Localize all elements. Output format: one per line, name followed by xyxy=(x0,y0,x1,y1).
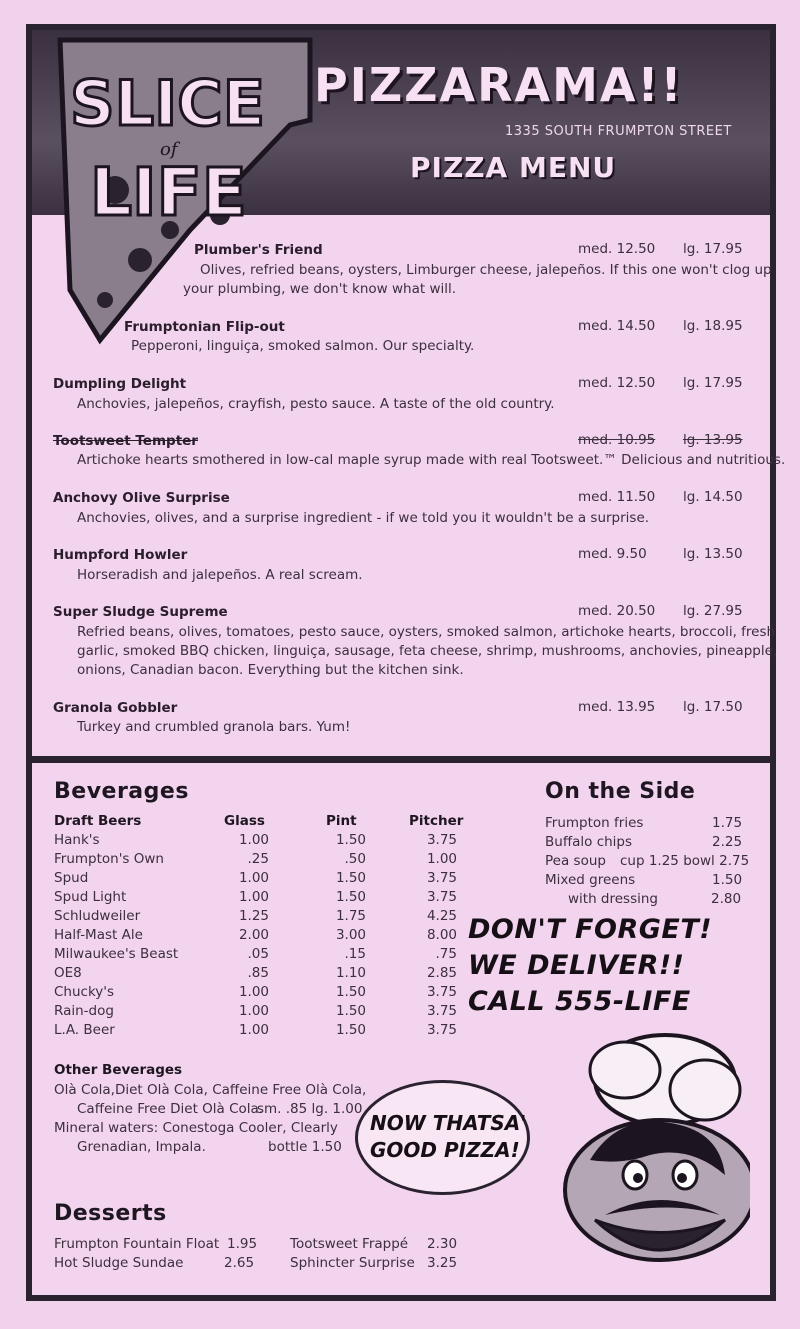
beer-price: 1.00 xyxy=(238,1022,269,1038)
pizza-item: Humpford Howler xyxy=(53,547,188,563)
beer-row xyxy=(54,1003,474,1022)
pizza-item: Tootsweet Tempter xyxy=(53,433,198,449)
side-item: Pea soup xyxy=(545,853,606,869)
beer-price: 3.75 xyxy=(426,889,457,905)
price-medium: med. 13.95 xyxy=(578,699,656,715)
pizza-desc: Olives, refried beans, oysters, Limburger cheese, jalepeños. If this one won't clog up xyxy=(200,262,772,278)
beer-row xyxy=(54,832,474,851)
beer-row xyxy=(54,908,474,927)
beer-price: 1.00 xyxy=(238,984,269,1000)
beer-row xyxy=(54,889,474,908)
pizza-item: Granola Gobbler xyxy=(53,700,178,716)
beer-price: 2.85 xyxy=(426,965,457,981)
side-price: 1.75 xyxy=(712,815,743,831)
beer-price: 1.50 xyxy=(335,832,366,848)
beer-row xyxy=(54,984,474,1003)
price-large: lg. 17.95 xyxy=(683,241,743,257)
beer-price: 4.25 xyxy=(426,908,457,924)
promo-line: CALL 555-LIFE xyxy=(468,986,691,1017)
price-large: lg. 13.50 xyxy=(683,546,743,562)
bubble-line: NOW THATSA' xyxy=(370,1111,527,1135)
dessert-price: 1.95 xyxy=(227,1236,258,1252)
side-item: Frumpton fries xyxy=(545,815,644,831)
delivery-promo xyxy=(468,912,712,1020)
price-large: lg. 13.95 xyxy=(683,432,743,448)
side-price: cup 1.25 bowl 2.75 xyxy=(620,853,750,869)
pizza-desc: Refried beans, olives, tomatoes, pesto sauce, oysters, smoked salmon, artichoke hearts, broccoli, fresh xyxy=(77,624,776,640)
beer-name: Chucky's xyxy=(54,984,115,1000)
beer-price: 1.50 xyxy=(335,870,366,886)
beer-name: Rain-dog xyxy=(54,1003,114,1019)
price-medium: med. 11.50 xyxy=(578,489,656,505)
price-medium: med. 9.50 xyxy=(578,546,647,562)
beer-name: Frumpton's Own xyxy=(54,851,164,867)
beer-name: Spud xyxy=(54,870,89,886)
pizza-item: Anchovy Olive Surprise xyxy=(53,490,230,506)
beer-table-header xyxy=(54,813,474,832)
beer-price: 8.00 xyxy=(426,927,457,943)
beer-name: Hank's xyxy=(54,832,100,848)
beer-price: 1.00 xyxy=(426,851,457,867)
desserts-title: Desserts xyxy=(54,1201,167,1226)
other-beverages-price: sm. .85 lg. 1.00 xyxy=(257,1101,363,1117)
pizza-desc: Artichoke hearts smothered in low-cal maple syrup made with real Tootsweet.™ Delicious and nutritious. xyxy=(77,452,786,468)
beer-row xyxy=(54,965,474,984)
dessert-item: Hot Sludge Sundae xyxy=(54,1255,184,1271)
col-draft-beers: Draft Beers xyxy=(54,813,142,829)
beer-price: .75 xyxy=(435,946,457,962)
beer-price: 2.00 xyxy=(238,927,269,943)
beer-row xyxy=(54,927,474,946)
price-medium: med. 12.50 xyxy=(578,375,656,391)
beer-price: 3.75 xyxy=(426,832,457,848)
dessert-item: Frumpton Fountain Float xyxy=(54,1236,220,1252)
promo-line: DON'T FORGET! xyxy=(468,914,713,945)
beer-price: 1.50 xyxy=(335,889,366,905)
pizza-desc: Pepperoni, linguiça, smoked salmon. Our specialty. xyxy=(131,338,475,354)
beer-price: 1.50 xyxy=(335,984,366,1000)
beer-price: 1.00 xyxy=(238,832,269,848)
other-beverages-line: Caffeine Free Diet Olà Cola. xyxy=(77,1101,264,1117)
speech-bubble-text xyxy=(370,1110,526,1164)
pizza-desc: your plumbing, we don't know what will. xyxy=(183,281,457,297)
beer-price: 1.25 xyxy=(238,908,269,924)
pizza-desc: Turkey and crumbled granola bars. Yum! xyxy=(77,719,351,735)
side-price: 1.50 xyxy=(712,872,743,888)
dessert-price: 3.25 xyxy=(427,1255,458,1271)
beer-price: .50 xyxy=(344,851,366,867)
beer-price: 3.75 xyxy=(426,984,457,1000)
beer-name: Half-Mast Ale xyxy=(54,927,143,943)
pizza-desc: onions, Canadian bacon. Everything but the kitchen sink. xyxy=(77,662,464,678)
logo-slice-text: SLICE xyxy=(70,67,266,140)
beer-price: 1.50 xyxy=(335,1003,366,1019)
beverages-title: Beverages xyxy=(54,779,189,804)
col-pitcher: Pitcher xyxy=(409,813,464,829)
other-beverages-line: Mineral waters: Conestoga Cooler, Clearly xyxy=(54,1120,338,1136)
beer-price: .05 xyxy=(247,946,269,962)
beer-name: Schludweiler xyxy=(54,908,141,924)
beer-name: Milwaukee's Beast xyxy=(54,946,179,962)
beer-row xyxy=(54,1022,474,1041)
beer-price: 1.10 xyxy=(335,965,366,981)
beer-price: 1.50 xyxy=(335,1022,366,1038)
side-title: On the Side xyxy=(545,779,696,804)
pizza-item: Super Sludge Supreme xyxy=(53,604,228,620)
pizza-desc: garlic, smoked BBQ chicken, linguiça, sausage, feta cheese, shrimp, mushrooms, anchovies, pineapple, xyxy=(77,643,778,659)
dessert-item: Tootsweet Frappé xyxy=(290,1236,409,1252)
pizza-name: Plumber's Friend xyxy=(194,242,323,258)
bubble-line: GOOD PIZZA! xyxy=(370,1138,520,1162)
side-price: 2.80 xyxy=(711,891,742,907)
pizza-item: Frumptonian Flip-out xyxy=(124,319,285,335)
price-large: lg. 27.95 xyxy=(683,603,743,619)
side-item: Buffalo chips xyxy=(545,834,633,850)
pizza-desc: Horseradish and jalepeños. A real scream. xyxy=(77,567,363,583)
logo-life-text: LIFE xyxy=(90,154,247,231)
price-medium: med. 14.50 xyxy=(578,318,656,334)
beer-price: 1.00 xyxy=(238,889,269,905)
beer-name: Spud Light xyxy=(54,889,127,905)
chef-mascot-icon xyxy=(520,1015,750,1265)
beer-price: 3.00 xyxy=(335,927,366,943)
beer-row xyxy=(54,946,474,965)
other-beverages-line: Grenadian, Impala. xyxy=(77,1139,206,1155)
price-medium: med. 10.95 xyxy=(578,432,656,448)
beer-name: OE8 xyxy=(54,965,82,981)
pizza-desc: Anchovies, olives, and a surprise ingredient - if we told you it wouldn't be a surprise. xyxy=(77,510,650,526)
price-large: lg. 17.50 xyxy=(683,699,743,715)
beer-row xyxy=(54,870,474,889)
address: 1335 SOUTH FRUMPTON STREET xyxy=(505,124,732,139)
beer-price: 3.75 xyxy=(426,1003,457,1019)
side-item: with dressing xyxy=(568,891,659,907)
col-pint: Pint xyxy=(326,813,357,829)
other-beverages-price: bottle 1.50 xyxy=(268,1139,342,1155)
price-large: lg. 17.95 xyxy=(683,375,743,391)
dessert-item: Sphincter Surprise xyxy=(290,1255,415,1271)
beer-price: .25 xyxy=(247,851,269,867)
side-price: 2.25 xyxy=(712,834,743,850)
beer-table xyxy=(54,813,474,1041)
brand-title: PIZZARAMA!! xyxy=(314,58,684,112)
beer-price: 1.00 xyxy=(238,870,269,886)
price-large: lg. 18.95 xyxy=(683,318,743,334)
side-item: Mixed greens xyxy=(545,872,636,888)
price-medium: med. 12.50 xyxy=(578,241,656,257)
promo-line: WE DELIVER!! xyxy=(468,950,685,981)
pizza-item: Dumpling Delight xyxy=(53,376,187,392)
beer-price: .15 xyxy=(344,946,366,962)
beer-name: L.A. Beer xyxy=(54,1022,115,1038)
beer-price: 1.00 xyxy=(238,1003,269,1019)
pizza-item xyxy=(194,241,323,260)
price-large: lg. 14.50 xyxy=(683,489,743,505)
dessert-price: 2.30 xyxy=(427,1236,458,1252)
logo-of-text: of xyxy=(160,139,178,160)
pizza-desc: Anchovies, jalepeños, crayfish, pesto sauce. A taste of the old country. xyxy=(77,396,555,412)
beer-price: 1.75 xyxy=(335,908,366,924)
col-glass: Glass xyxy=(224,813,265,829)
beer-row xyxy=(54,851,474,870)
beer-price: .85 xyxy=(247,965,269,981)
price-medium: med. 20.50 xyxy=(578,603,656,619)
menu-title: PIZZA MENU xyxy=(410,151,617,184)
beer-price: 3.75 xyxy=(426,1022,457,1038)
section-divider xyxy=(32,756,770,763)
dessert-price: 2.65 xyxy=(224,1255,255,1271)
other-beverages-line: Olà Cola,Diet Olà Cola, Caffeine Free Olà Cola, xyxy=(54,1082,367,1098)
beer-price: 3.75 xyxy=(426,870,457,886)
other-beverages-title: Other Beverages xyxy=(54,1062,183,1078)
